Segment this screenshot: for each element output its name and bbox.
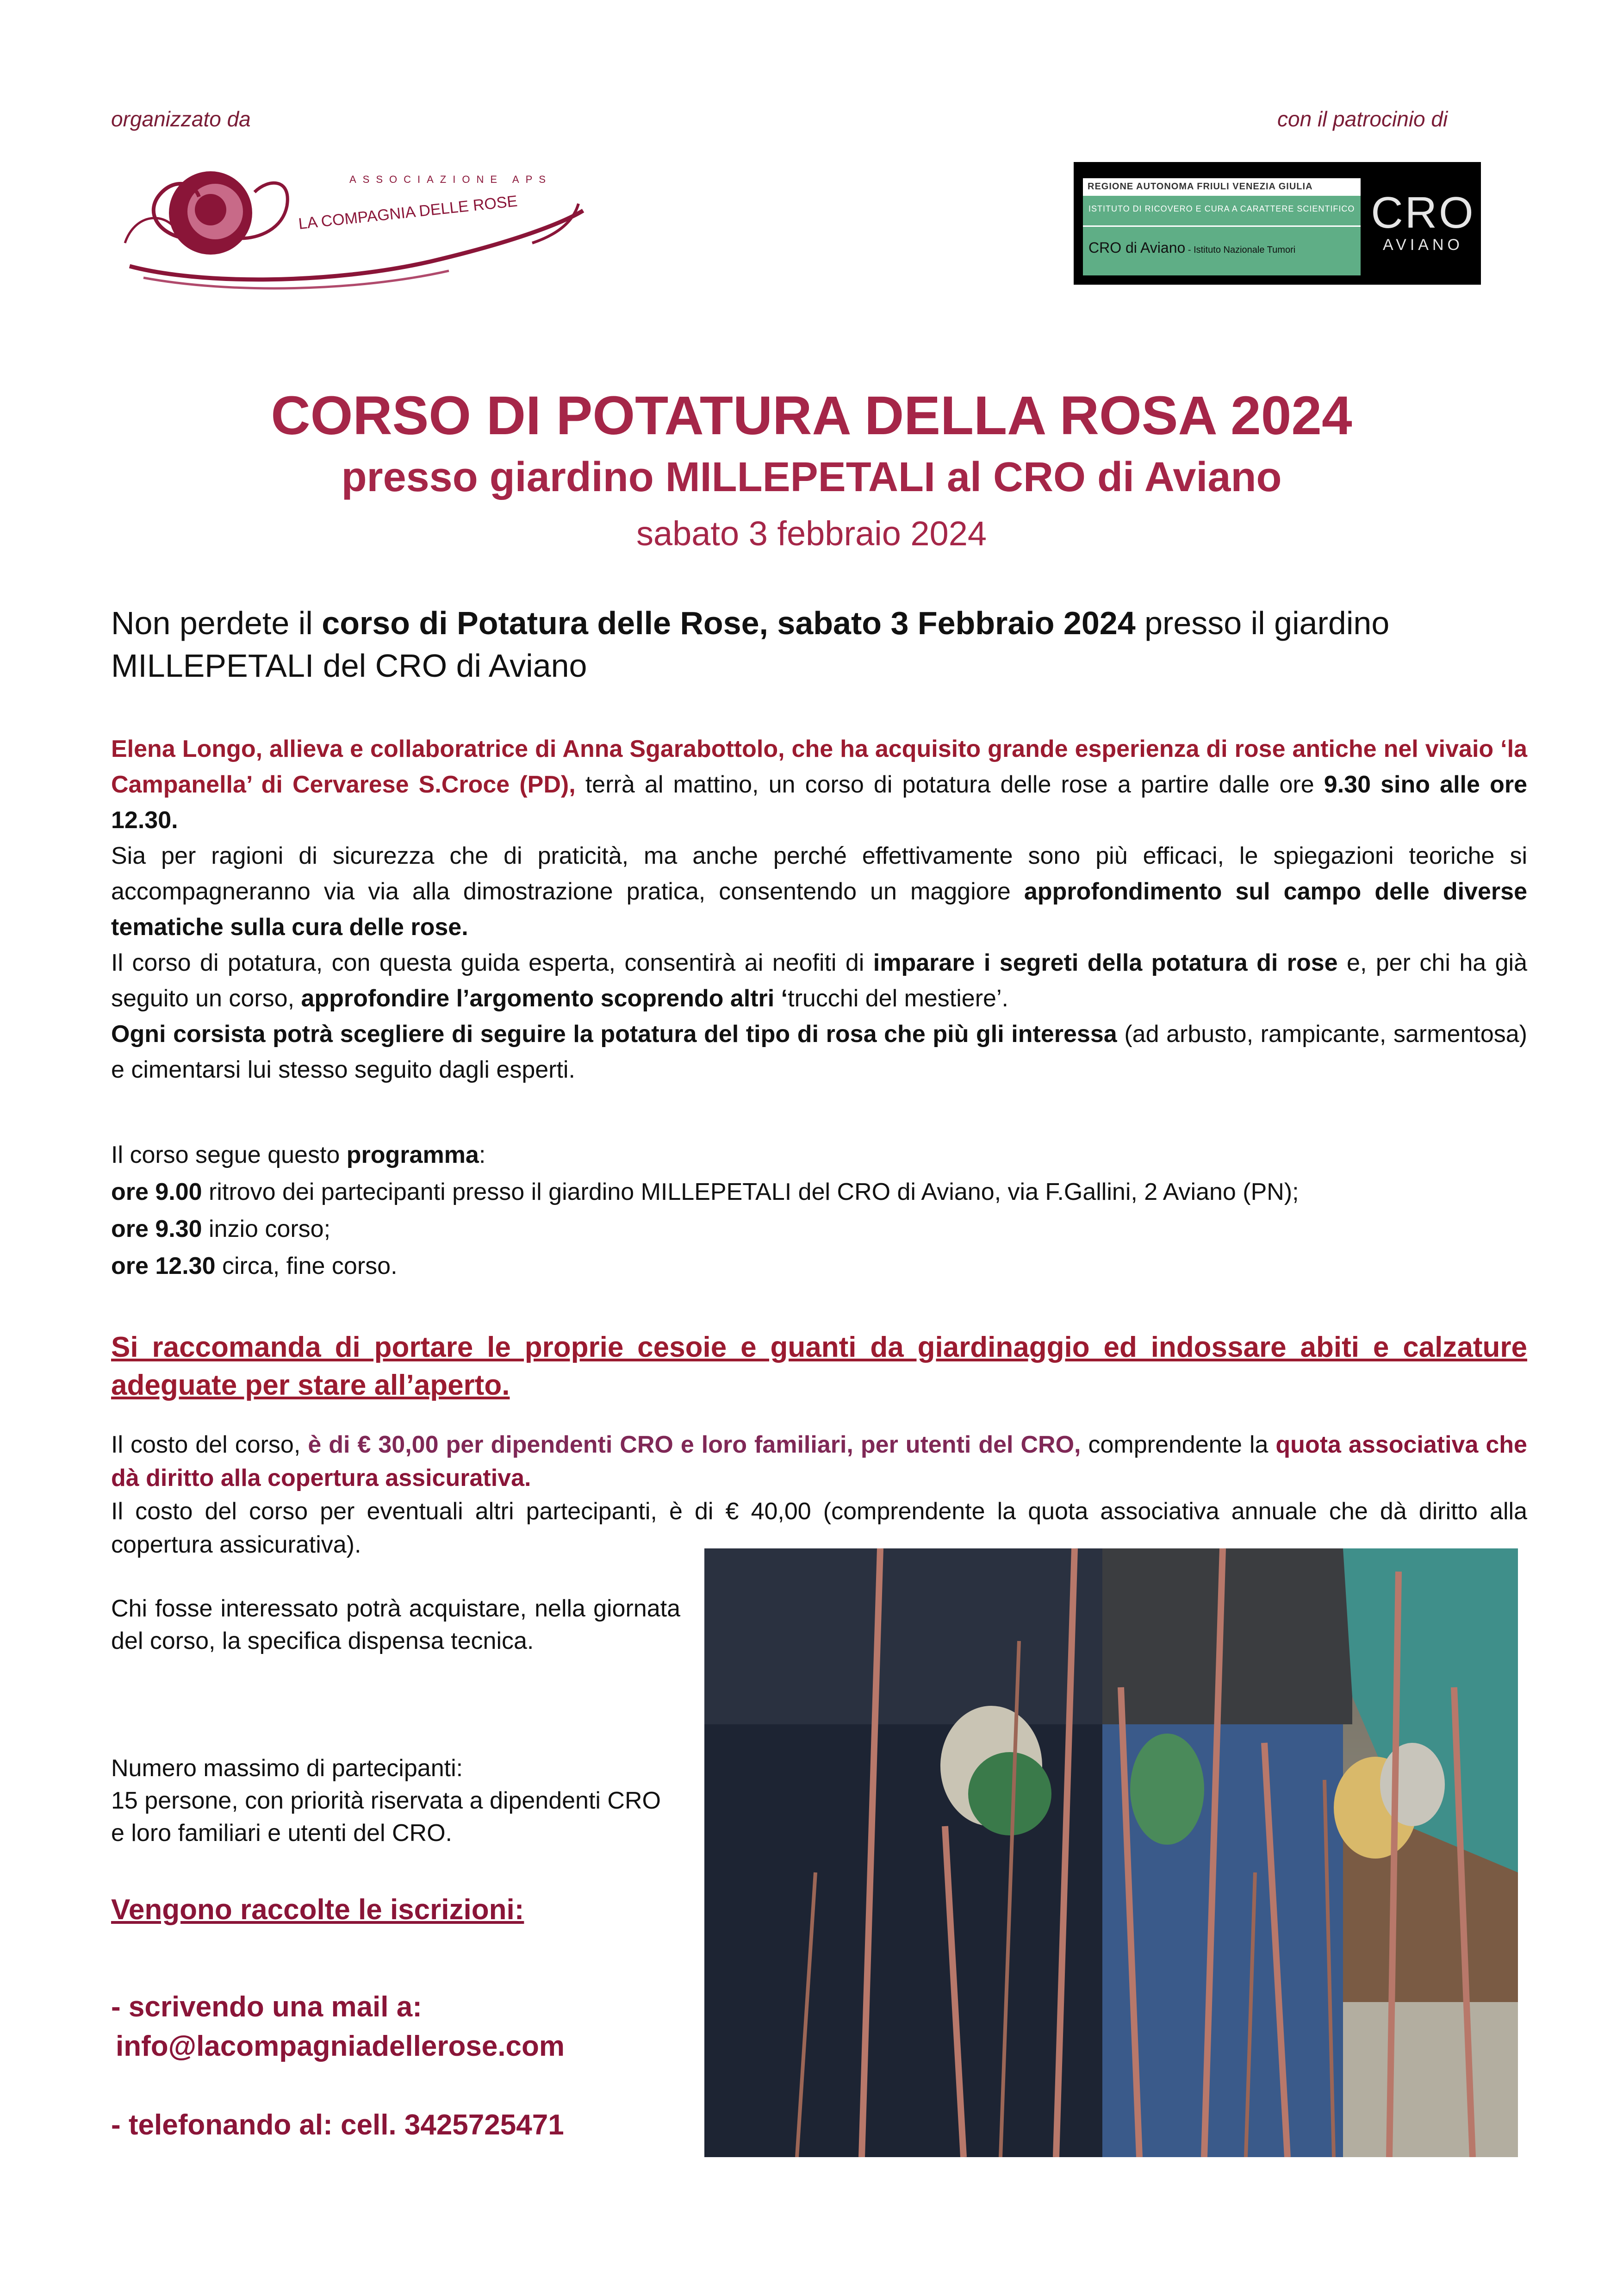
program-intro: Il corso segue questo programma: [111, 1142, 486, 1168]
program-item: ore 9.00 ritrovo dei partecipanti presso il giardino MILLEPETALI del CRO di Aviano, via F.Gallini, 2 Aviano (PN); [111, 1179, 1299, 1205]
pruning-photo [704, 1548, 1518, 2157]
choice-paragraph: Ogni corsista potrà scegliere di seguire la potatura del tipo di rosa che più gli interessa (ad arbusto, rampicante, sarmentosa) e cimentarsi lui stesso seguito dagli esperti. [111, 1021, 1527, 1083]
assoc-label: ASSOCIAZIONE APS [349, 174, 552, 185]
institute-text: ISTITUTO DI RICOVERO E CURA A CARATTERE SCIENTIFICO [1088, 204, 1355, 213]
organized-by-label: organizzato da [111, 107, 251, 131]
region-text: REGIONE AUTONOMA FRIULI VENEZIA GIULIA [1088, 181, 1313, 192]
cro-aviano-logo [1074, 162, 1481, 285]
pruning-photo-illustration [704, 1548, 1518, 2157]
program-block [111, 1136, 1527, 1285]
cro-logo-panel [1083, 178, 1361, 275]
cro-badge [1370, 190, 1476, 254]
method-paragraph: Sia per ragioni di sicurezza che di praticità, ma anche perché effettivamente sono più efficaci, le spiegazioni teoriche si accompagneranno via via alla dimostrazione pratica, consentendo un maggiore approfondimento sul campo delle diverse tematiche sulla cura delle rose. [111, 842, 1528, 941]
max-participants-text: 15 persone, con priorità riservata a dipendenti CRO e loro familiari e utenti del CRO. [111, 1787, 661, 1847]
cost-block [111, 1428, 1527, 1561]
intro-paragraph: Non perdete il corso di Potatura delle Rose, sabato 3 Febbraio 2024 presso il giardino MILLEPETALI del CRO di Aviano [111, 605, 1390, 684]
teacher-paragraph: Elena Longo, allieva e collaboratrice di Anna Sgarabottolo, che ha acquisito grande esperienza di rose antiche nel vivaio ‘la Campanella’ di Cervarese S.Croce (PD), terrà al mattino, un corso di potatura delle rose a partire dalle ore 9.30 sino alle ore 12.30. [111, 736, 1527, 834]
cro-name-line: CRO di Aviano - Istituto Nazionale Tumori [1088, 239, 1296, 256]
compagnia-delle-rose-logo [116, 160, 602, 303]
signup-email-link[interactable]: info@lacompagniadellerose.com [116, 2030, 565, 2062]
cro-badge-bottom: AVIANO [1383, 236, 1463, 254]
institute-panel [1083, 198, 1361, 275]
cost-others-paragraph: Il costo del corso per eventuali altri partecipanti, è di € 40,00 (comprendente la quota associativa annuale che dà diritto alla copertura assicurativa). [111, 1498, 1527, 1558]
cro-badge-top: CRO [1371, 188, 1475, 237]
cost-paragraph: Il costo del corso, è di € 30,00 per dipendenti CRO e loro familiari, per utenti del CRO, comprendente la quota associativa che dà diritto alla copertura assicurativa. [111, 1431, 1527, 1491]
max-participants-block [111, 1752, 680, 1849]
assoc-name: LA COMPAGNIA DELLE ROSE [297, 192, 518, 233]
description-block [111, 731, 1527, 1088]
signup-heading: Vengono raccolte le iscrizioni: [111, 1894, 524, 1926]
signup-phone: - telefonando al: cell. 3425725471 [111, 2109, 564, 2141]
page-title: CORSO DI POTATURA DELLA ROSA 2024 [271, 385, 1352, 446]
goals-paragraph: Il corso di potatura, con questa guida esperta, consentirà ai neofiti di imparare i segreti della potatura di rose e, per chi ha già seguito un corso, approfondire l’argomento scoprendo altri ‘trucchi del mestiere’. [111, 949, 1528, 1012]
event-date: sabato 3 febbraio 2024 [636, 514, 987, 553]
page-subtitle: presso giardino MILLEPETALI al CRO di Aviano [341, 454, 1282, 500]
region-bar [1083, 178, 1361, 198]
max-participants-label: Numero massimo di partecipanti: [111, 1755, 463, 1782]
patronage-label: con il patrocinio di [1277, 107, 1448, 131]
handout-note: Chi fosse interessato potrà acquistare, nella giornata del corso, la specifica dispensa tecnica. [111, 1595, 680, 1654]
recommendation-note: Si raccomanda di portare le proprie cesoie e guanti da giardinaggio ed indossare abiti e calzature adeguate per stare all’aperto. [111, 1331, 1527, 1401]
signup-mail-label: - scrivendo una mail a: [111, 1991, 422, 2023]
program-item: ore 9.30 inzio corso; [111, 1216, 331, 1242]
program-item: ore 12.30 circa, fine corso. [111, 1253, 398, 1279]
